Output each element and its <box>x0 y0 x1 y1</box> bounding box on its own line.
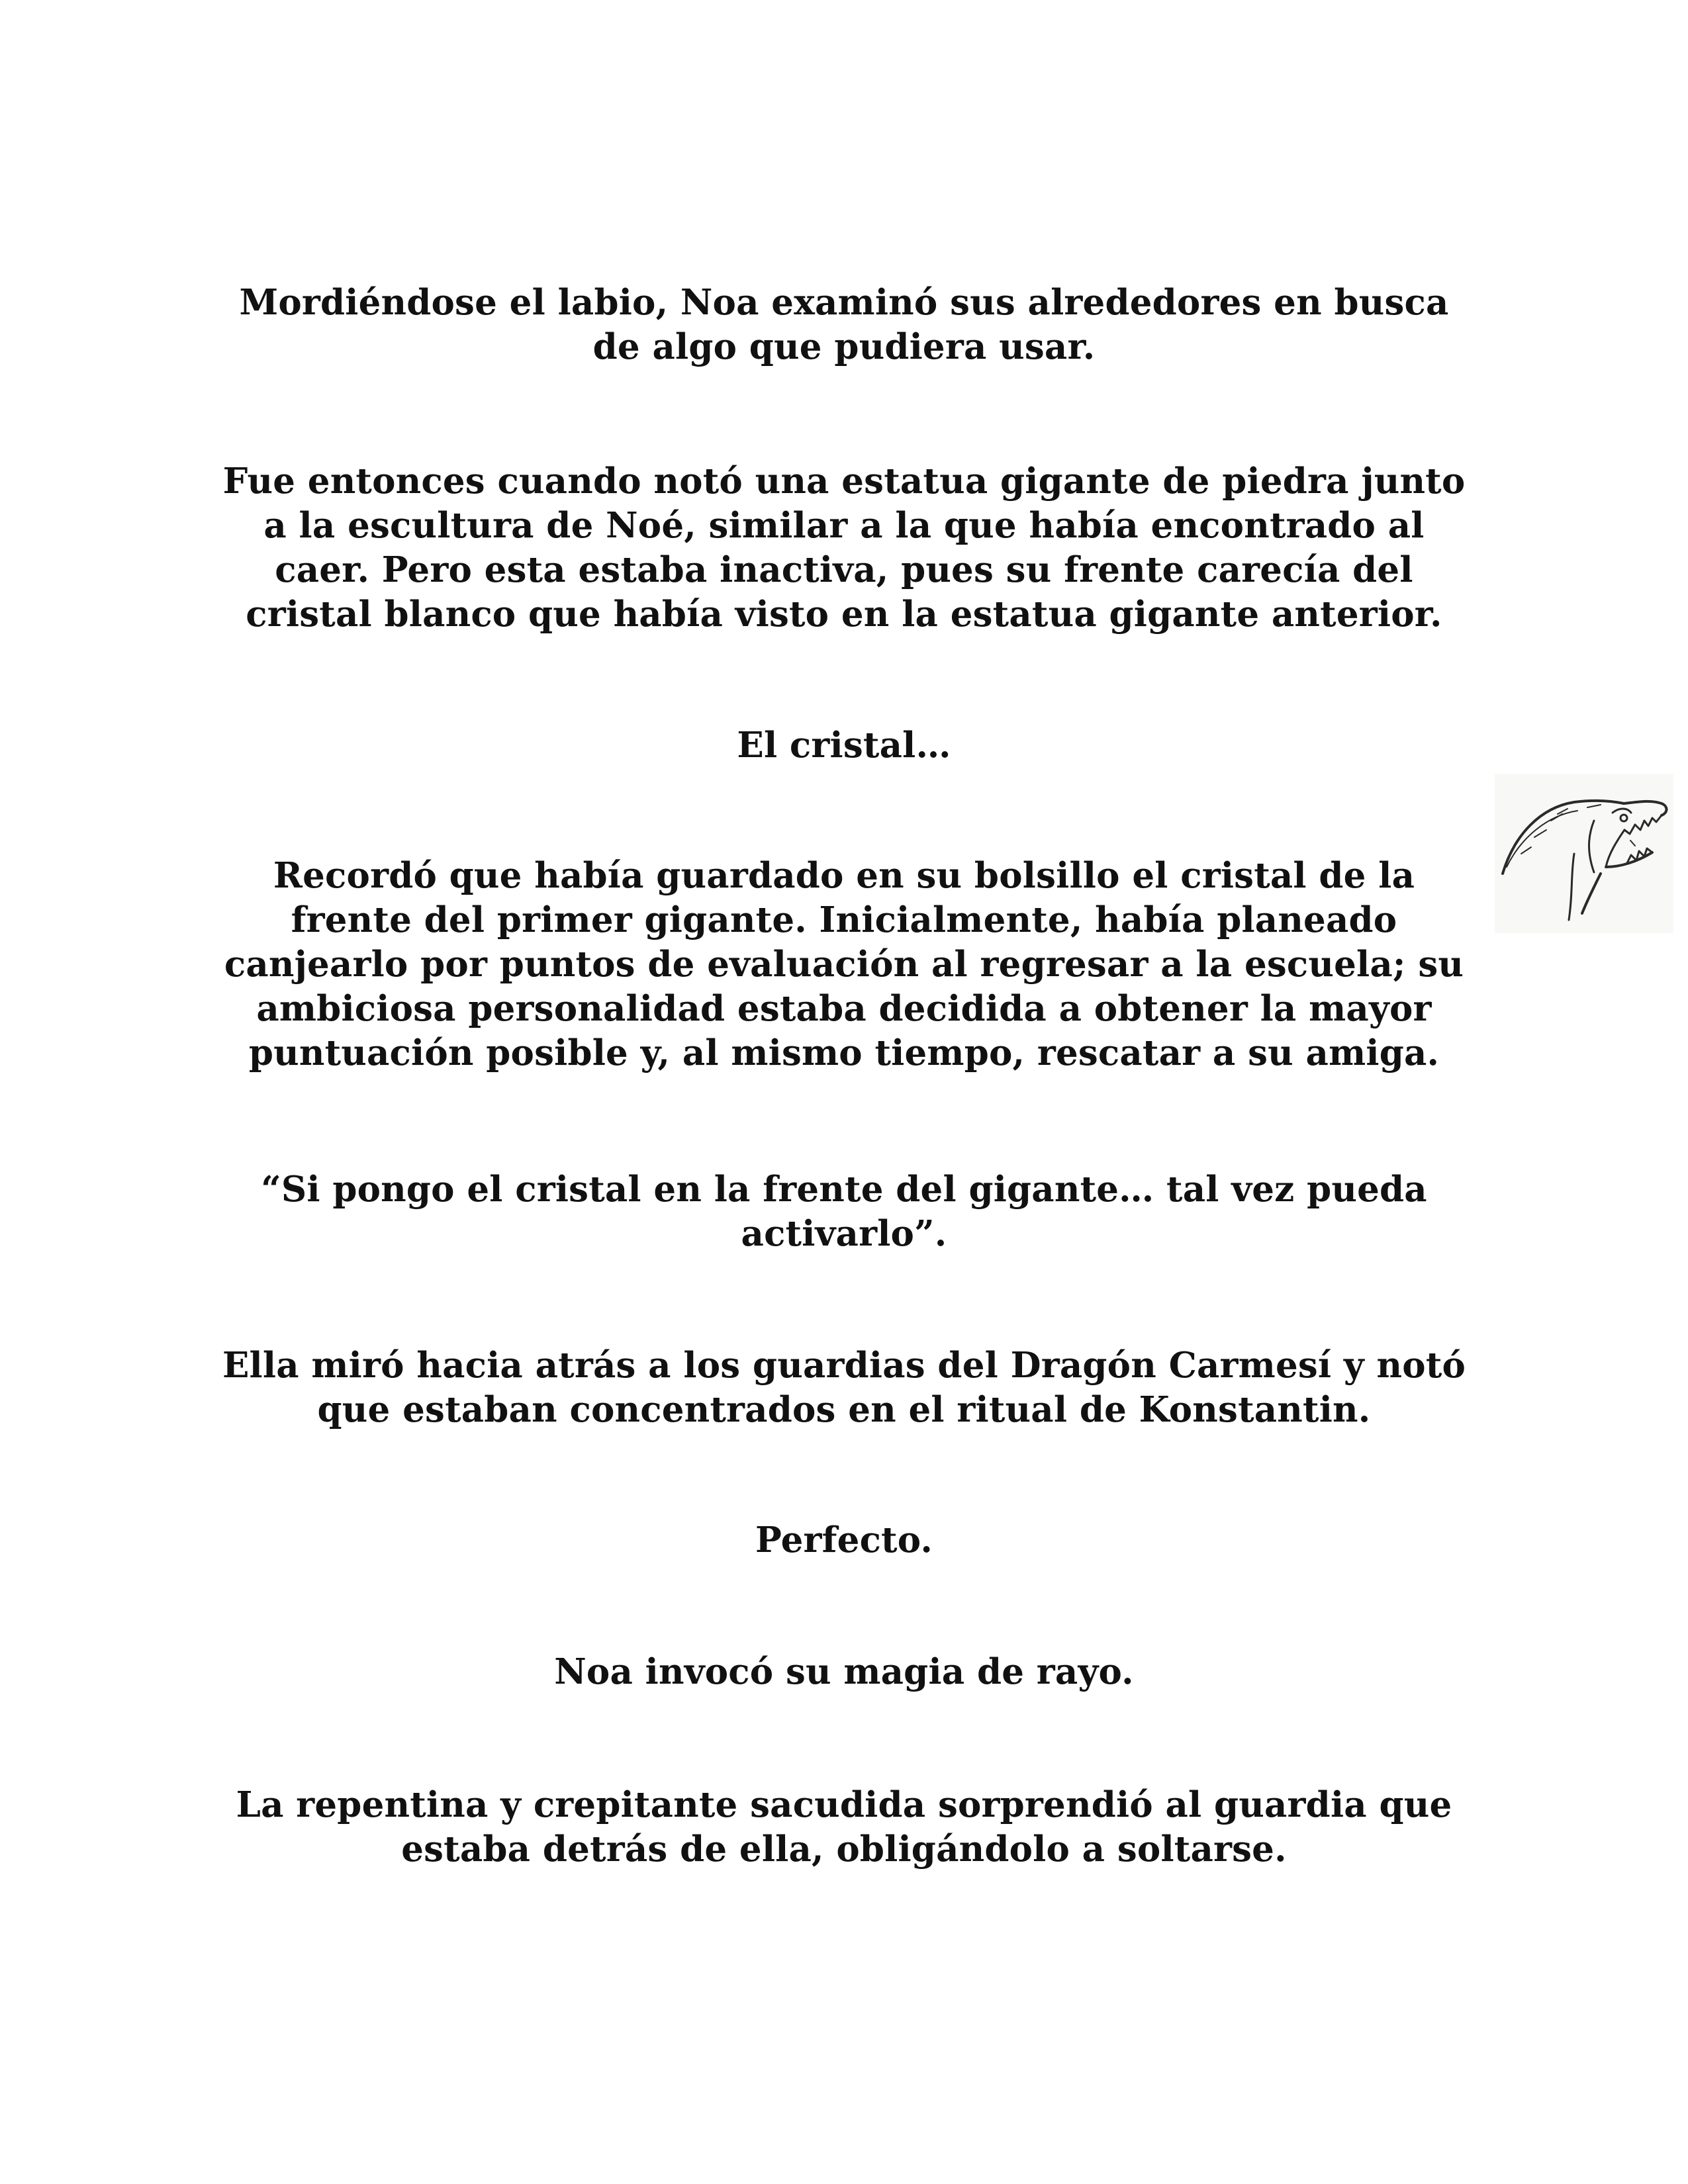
paragraph-5: “Si pongo el cristal en la frente del gigante… tal vez pueda activarlo”. <box>261 1169 1427 1254</box>
paragraph-4: Recordó que había guardado en su bolsillo el cristal de la frente del primer gigante. Inicialmente, había planeado canjearlo por puntos de evaluación al regresar a la escuela; su ambiciosa personalidad estaba decidida a obtener la mayor puntuación posible y, al mismo tiempo, rescatar a su amiga. <box>224 855 1464 1073</box>
paragraph-1: Mordiéndose el labio, Noa examinó sus alrededores en busca de algo que pudiera usar. <box>239 282 1449 367</box>
paragraph-8: Noa invocó su magia de rayo. <box>554 1651 1134 1692</box>
paragraph-7: Perfecto. <box>755 1520 933 1561</box>
paragraph-6: Ella miró hacia atrás a los guardias del Dragón Carmesí y notó que estaban concentrados en el ritual de Konstantin. <box>222 1345 1466 1430</box>
paragraph-2: Fue entonces cuando notó una estatua gigante de piedra junto a la escultura de Noé, similar a la que había encontrado al caer. Pero esta estaba inactiva, pues su frente carecía del cristal blanco que había visto en la estatua gigante anterior. <box>222 461 1466 635</box>
dinosaur-sketch-icon <box>1495 774 1673 933</box>
paragraph-9: La repentina y crepitante sacudida sorprendió al guardia que estaba detrás de ella, obligándolo a soltarse. <box>236 1784 1452 1870</box>
paragraph-3: El cristal… <box>737 725 951 766</box>
